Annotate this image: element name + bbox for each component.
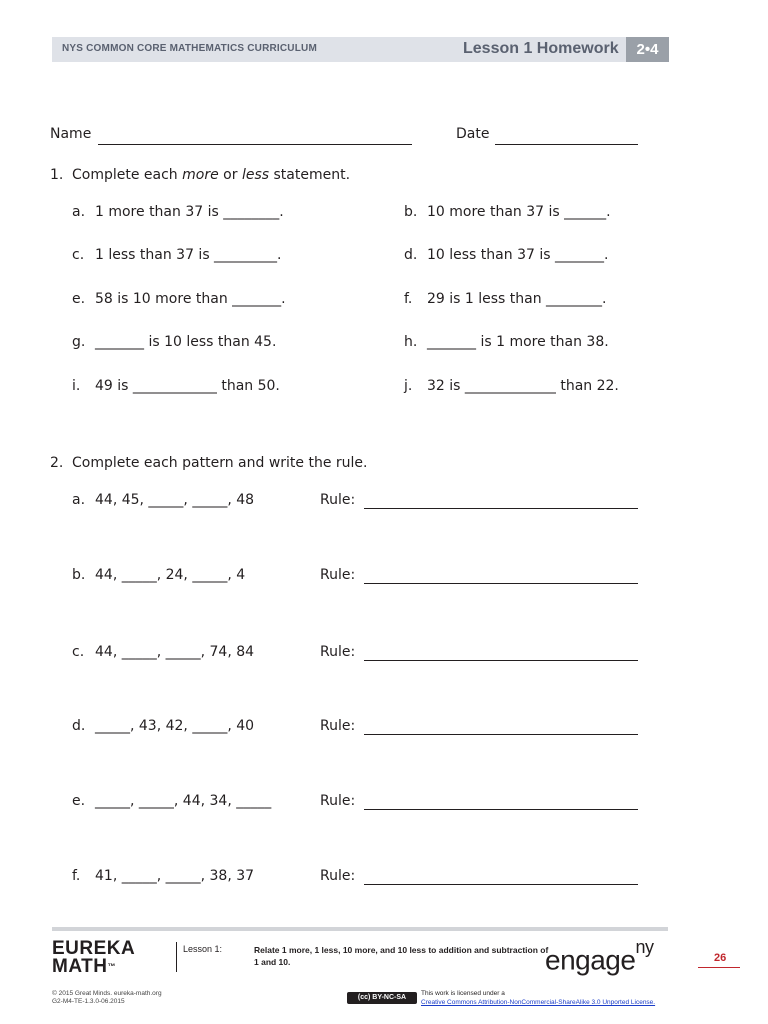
q2-pattern[interactable]: _____, _____, 44, 34, _____: [95, 793, 272, 809]
q2-item-letter: e.: [72, 793, 86, 809]
q2-number: 2.: [50, 455, 64, 471]
q2-item-letter: b.: [72, 567, 86, 583]
rule-line[interactable]: [364, 809, 638, 810]
engage-ny-logo: engage$^{ny}$: [545, 937, 654, 976]
q1-item-text[interactable]: 10 more than 37 is ______.: [427, 204, 611, 220]
q1-item-letter: d.: [404, 247, 418, 263]
date-line[interactable]: [495, 144, 638, 145]
eureka-math-logo: EUREKA MATH™: [52, 938, 136, 977]
license-text: This work is licensed under a Creative Commons Attribution-NonCommercial-ShareAlike 3.0 Unported License.: [421, 990, 656, 1006]
q2-pattern[interactable]: _____, 43, 42, _____, 40: [95, 718, 255, 734]
q1-item-text[interactable]: 49 is ____________ than 50.: [95, 378, 280, 394]
rule-line[interactable]: [364, 734, 638, 735]
q2-item-letter: d.: [72, 718, 86, 734]
q1-item-letter: c.: [72, 247, 85, 263]
rule-line[interactable]: [364, 583, 638, 584]
q1-item-text[interactable]: 1 less than 37 is _________.: [95, 247, 282, 263]
footer-lesson-description: Relate 1 more, 1 less, 10 more, and 10 less to addition and subtraction of 1 and 10.: [254, 945, 549, 967]
q1-item-text[interactable]: 32 is _____________ than 22.: [427, 378, 619, 394]
q1-item-text[interactable]: _______ is 1 more than 38.: [427, 334, 609, 350]
date-label: Date: [456, 126, 490, 142]
rule-label: Rule:: [320, 644, 356, 660]
q2-prompt: Complete each pattern and write the rule.: [72, 455, 368, 471]
q2-pattern[interactable]: 44, _____, 24, _____, 4: [95, 567, 246, 583]
rule-label: Rule:: [320, 567, 356, 583]
curriculum-title: NYS COMMON CORE MATHEMATICS CURRICULUM: [62, 43, 317, 54]
q1-item-letter: i.: [72, 378, 81, 394]
creative-commons-badge: (cc) BY-NC-SA: [347, 992, 417, 1004]
q1-item-letter: g.: [72, 334, 86, 350]
q1-item-letter: e.: [72, 291, 86, 307]
license-link[interactable]: Creative Commons Attribution-NonCommercial-ShareAlike 3.0 Unported License.: [421, 999, 656, 1006]
footer-rule: [52, 927, 668, 931]
q1-item-text[interactable]: 10 less than 37 is _______.: [427, 247, 609, 263]
q1-item-letter: f.: [404, 291, 413, 307]
module-badge: 2•4: [626, 37, 669, 62]
q1-number: 1.: [50, 167, 64, 183]
q2-item-letter: f.: [72, 868, 81, 884]
q2-pattern[interactable]: 41, _____, _____, 38, 37: [95, 868, 255, 884]
rule-label: Rule:: [320, 868, 356, 884]
q1-less-word: less: [241, 167, 270, 183]
q1-item-text[interactable]: _______ is 10 less than 45.: [95, 334, 277, 350]
q2-pattern[interactable]: 44, _____, _____, 74, 84: [95, 644, 255, 660]
lesson-title: Lesson 1 Homework: [463, 40, 619, 57]
footer-divider: [176, 942, 177, 972]
q1-item-letter: a.: [72, 204, 86, 220]
q2-item-letter: a.: [72, 492, 86, 508]
rule-line[interactable]: [364, 508, 638, 509]
q1-item-letter: h.: [404, 334, 418, 350]
rule-label: Rule:: [320, 793, 356, 809]
footer-lesson-label: Lesson 1:: [183, 944, 223, 954]
q1-item-text[interactable]: 1 more than 37 is ________.: [95, 204, 284, 220]
rule-line[interactable]: [364, 884, 638, 885]
rule-label: Rule:: [320, 718, 356, 734]
q1-item-letter: j.: [404, 378, 413, 394]
rule-label: Rule:: [320, 492, 356, 508]
q2-item-letter: c.: [72, 644, 85, 660]
rule-line[interactable]: [364, 660, 638, 661]
name-label: Name: [50, 126, 92, 142]
q1-item-text[interactable]: 58 is 10 more than _______.: [95, 291, 286, 307]
q1-item-letter: b.: [404, 204, 418, 220]
name-line[interactable]: [98, 144, 412, 145]
q2-pattern[interactable]: 44, 45, _____, _____, 48: [95, 492, 255, 508]
q1-prompt: Complete each more or less statement.: [72, 167, 351, 183]
page-number-rule: [698, 967, 740, 968]
q1-item-text[interactable]: 29 is 1 less than ________.: [427, 291, 607, 307]
page-number: 26: [714, 952, 727, 964]
copyright: © 2015 Great Minds. eureka-math.org G2-M4-TE-1.3.0-06.2015: [52, 990, 162, 1005]
q1-more-word: more: [182, 167, 219, 183]
